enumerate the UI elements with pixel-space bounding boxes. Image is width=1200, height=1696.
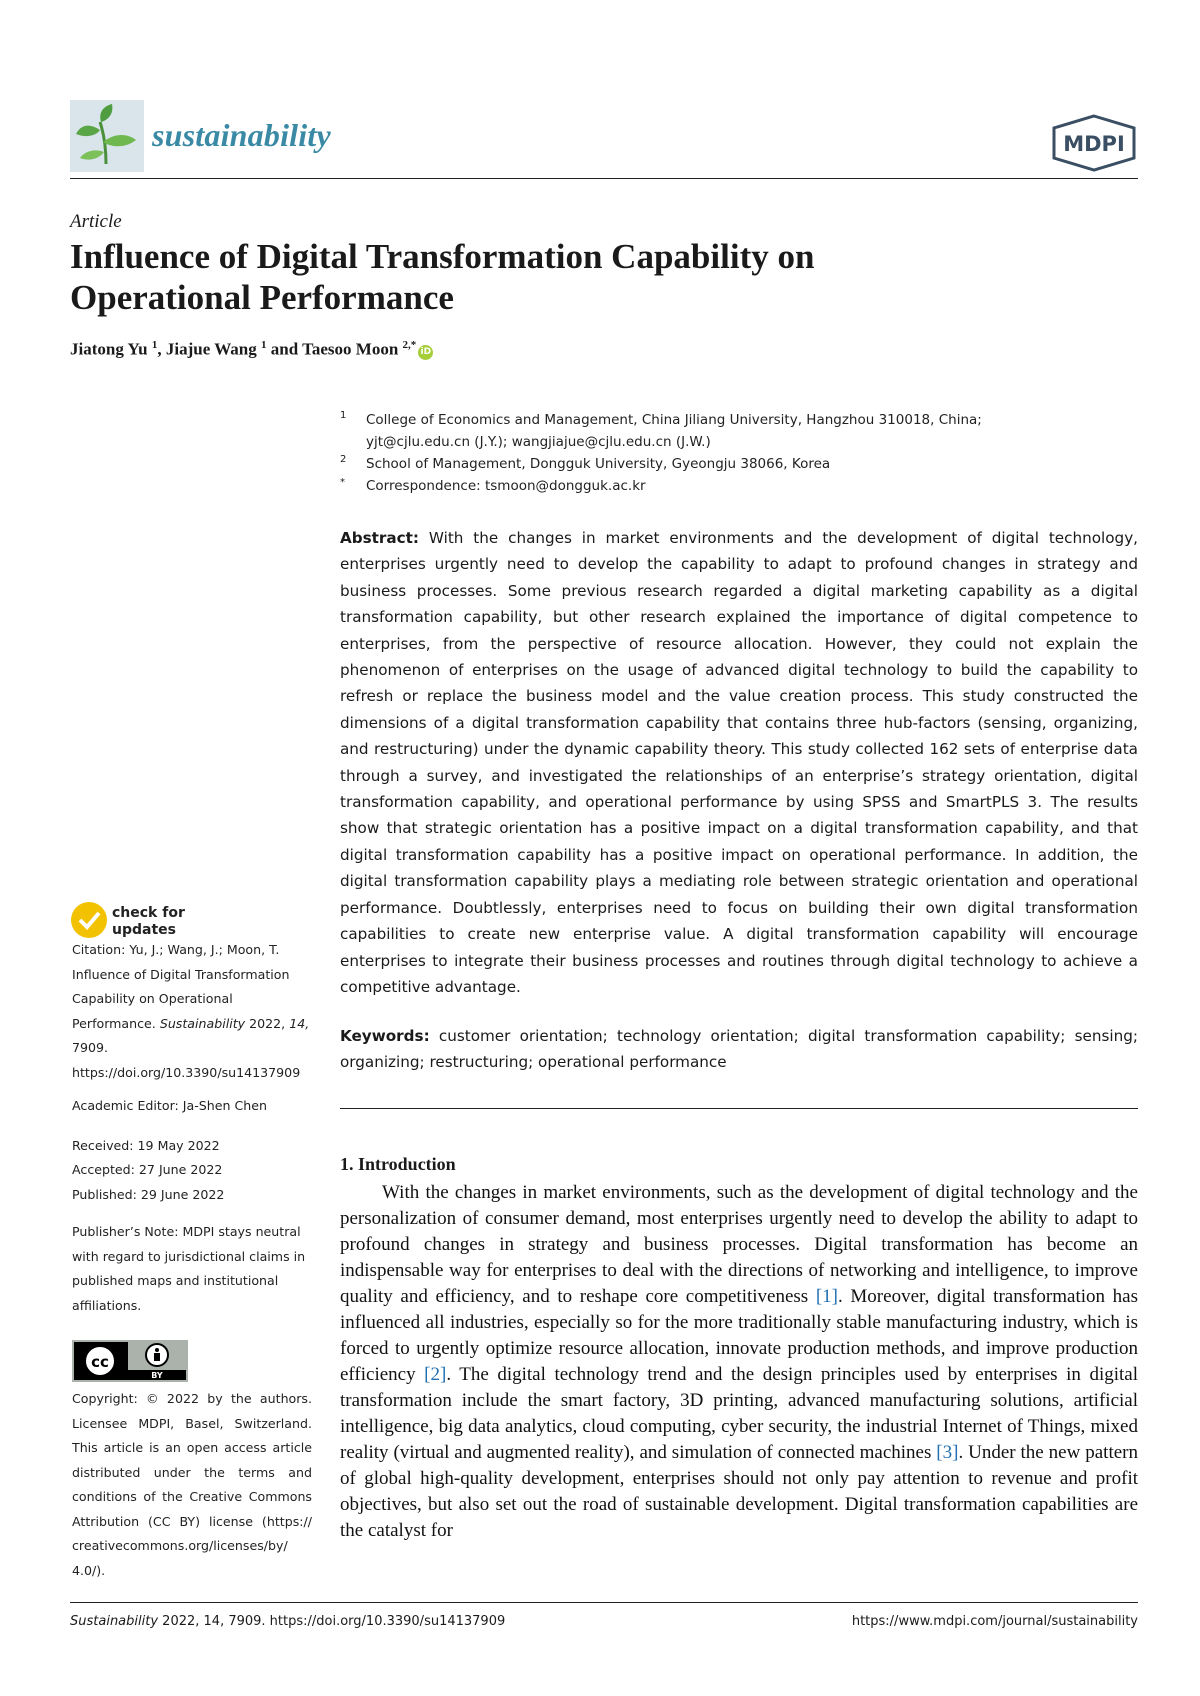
author-separator: , [157, 339, 166, 359]
author-affiliation: 1 [260, 339, 267, 351]
footer-divider [70, 1602, 1138, 1603]
article-title: Influence of Digital Transformation Capability on Operational Performance [70, 237, 815, 317]
leaf-icon [70, 100, 144, 172]
footer-journal-url[interactable]: https://www.mdpi.com/journal/sustainability [851, 1614, 1138, 1629]
affiliation-line: College of Economics and Management, China Jiliang University, Hangzhou 310018, China; [366, 412, 982, 428]
citation-year: 2022, [249, 1015, 286, 1031]
author-name[interactable]: Taesoo Moon [302, 339, 399, 359]
header-divider [70, 178, 1138, 179]
keywords-label: Keywords: [340, 1027, 430, 1045]
citation-link[interactable]: [3] [936, 1442, 959, 1463]
correspondence-line: Correspondence: tsmoon@dongguk.ac.kr [366, 478, 646, 494]
citation-link[interactable]: [2] [424, 1364, 447, 1385]
by-label: BY [151, 1371, 163, 1380]
intro-text: . Under the new pattern of global high-quality development, enterprises should not only pay attention to revenue and profit objectives, but also set out the road of sustainable development. Digital transformation capabilities are the catalyst for [340, 1442, 1138, 1541]
author-name[interactable]: Jiajue Wang [165, 339, 257, 359]
creative-commons-icon [72, 1340, 188, 1382]
keywords-text: customer orientation; technology orientation; digital transformation capability; sensing; organizing; restructuring; operational performance [340, 1027, 1139, 1072]
author-name[interactable]: Jiatong Yu [70, 339, 148, 359]
publisher-name: MDPI [1063, 132, 1125, 156]
citation-link[interactable]: [1] [815, 1286, 839, 1307]
intro-text: With the changes in market environments, such as the development of digital technology and the personalization of consumer demand, most enterprises urgently need to develop the ability to adapt to profound changes in strategy and business processes. Digital transformation has become an indispensable way for enterprises to deal with the directions of networking and intelligence, to improve quality and efficiency, and to reshape core competitiveness [340, 1182, 1138, 1307]
affiliation-line: yjt@cjlu.edu.cn (J.Y.); wangjiajue@cjlu.edu.cn (J.W.) [366, 434, 711, 450]
article-type: Article [70, 211, 122, 232]
introduction-paragraph [340, 1180, 1138, 1544]
abstract-label: Abstract: [340, 529, 420, 547]
author-affiliation: 2,* [402, 339, 417, 351]
accepted-date: Accepted: 27 June 2022 [72, 1162, 223, 1177]
check-updates-icon [70, 898, 200, 942]
check-updates-line2: updates [112, 922, 176, 938]
abstract [340, 525, 1138, 1000]
mdpi-hexagon-icon [1050, 114, 1138, 172]
citation-label: Citation: [72, 942, 126, 957]
citation-journal: Sustainability [159, 1015, 246, 1031]
citation-doi[interactable]: 7909. https://doi.org/10.3390/su14137909 [72, 1040, 301, 1080]
journal-logo [70, 100, 144, 172]
cc-by-license-badge[interactable] [72, 1340, 188, 1382]
author-list [70, 339, 433, 360]
cc-label: cc [91, 1353, 109, 1371]
abstract-text: With the changes in market environments and the development of digital technology, enterprises urgently need to develop the capability to adapt to profound changes in strategy and business processes. Some previous research regarded a digital marketing capability as a digital transformation capability, but other research explained the importance of digital competence to enterprises, from the perspective of resource allocation. However, they could not explain the phenomenon of enterprises on the usage of advanced digital technology to build the capability to refresh or replace the business model and the value creation process. This study constructed the dimensions of a digital transformation capability that contains three hub-factors (sensing, organizing, and restructuring) under the dynamic capability theory. This study collected 162 sets of enterprise data through a survey, and investigated the relationships of an enterprise’s strategy orientation, digital transformation capability, and operational performance by using SPSS and SmartPLS 3. The results show that strategic orientation has a positive impact on a digital transformation capability, and that digital transformation capability has a positive impact on operational performance. In addition, the digital transformation capability plays a mediating role between strategic orientation and operational performance. Doubtlessly, enterprises need to focus on building their own digital transformation capabilities to create new enterprise value. A digital transformation capability will encourage enterprises to integrate their business processes and routines through digital technology to achieve a competitive advantage. [340, 529, 1139, 996]
mdpi-logo [1050, 114, 1138, 172]
footer-citation [70, 1614, 505, 1629]
keywords [340, 1023, 1138, 1076]
check-updates-line1: check for [112, 905, 185, 921]
copyright-notice: Copyright: © 2022 by the authors. Licensee MDPI, Basel, Switzerland. This article is an open access article distributed under the terms and conditions of the Creative Commons Attribution (CC BY) license (https:// creativecommons.org/licenses/by/ 4.0/). [72, 1391, 312, 1578]
footer-doi[interactable]: 2022, 14, 7909. https://doi.org/10.3390/su14137909 [162, 1614, 506, 1629]
author-separator: and [266, 339, 303, 359]
author-affiliation: 1 [151, 339, 158, 351]
published-date: Published: 29 June 2022 [72, 1187, 225, 1202]
footer-journal: Sustainability [70, 1614, 159, 1629]
affiliation-line: School of Management, Dongguk University, Gyeongju 38066, Korea [366, 456, 831, 472]
section-divider [340, 1108, 1138, 1109]
section-heading: 1. Introduction [340, 1154, 456, 1174]
citation-text: Yu, J.; Wang, J.; Moon, T. Influence of Digital Transformation Capability on Operational Performance. [72, 942, 290, 1031]
publisher-note [72, 1220, 312, 1318]
intro-text: . Moreover, digital transformation has influenced all industries, especially so for the more traditionally stable manufacturing industry, which is forced to urgently optimize resource allocation, innovate production methods, and improve production efficiency [340, 1286, 1138, 1385]
intro-text: . The digital technology trend and the design principles used by enterprises in digital transformation include the smart factory, 3D printing, advanced manufacturing solutions, artificial intelligence, big data analytics, cloud computing, cyber security, the industrial Internet of Things, mixed reality (virtual and augmented reality), and simulation of connected machines [340, 1364, 1138, 1463]
academic-editor: Academic Editor: Ja-Shen Chen [72, 1098, 267, 1113]
affiliation-mark: * [340, 477, 345, 488]
orcid-icon[interactable]: iD [418, 345, 433, 360]
affiliation-mark: 2 [340, 454, 347, 465]
check-for-updates-badge[interactable] [70, 898, 200, 942]
publisher-note-text: MDPI stays neutral with regard to jurisdictional claims in published maps and institutional affiliations. [72, 1224, 306, 1313]
citation-volume: 14, [289, 1015, 310, 1031]
publisher-note-label: Publisher’s Note: [72, 1224, 179, 1239]
journal-name: sustainability [152, 117, 331, 153]
received-date: Received: 19 May 2022 [72, 1138, 220, 1153]
citation-block [72, 938, 312, 1085]
affiliation-mark: 1 [340, 410, 347, 421]
